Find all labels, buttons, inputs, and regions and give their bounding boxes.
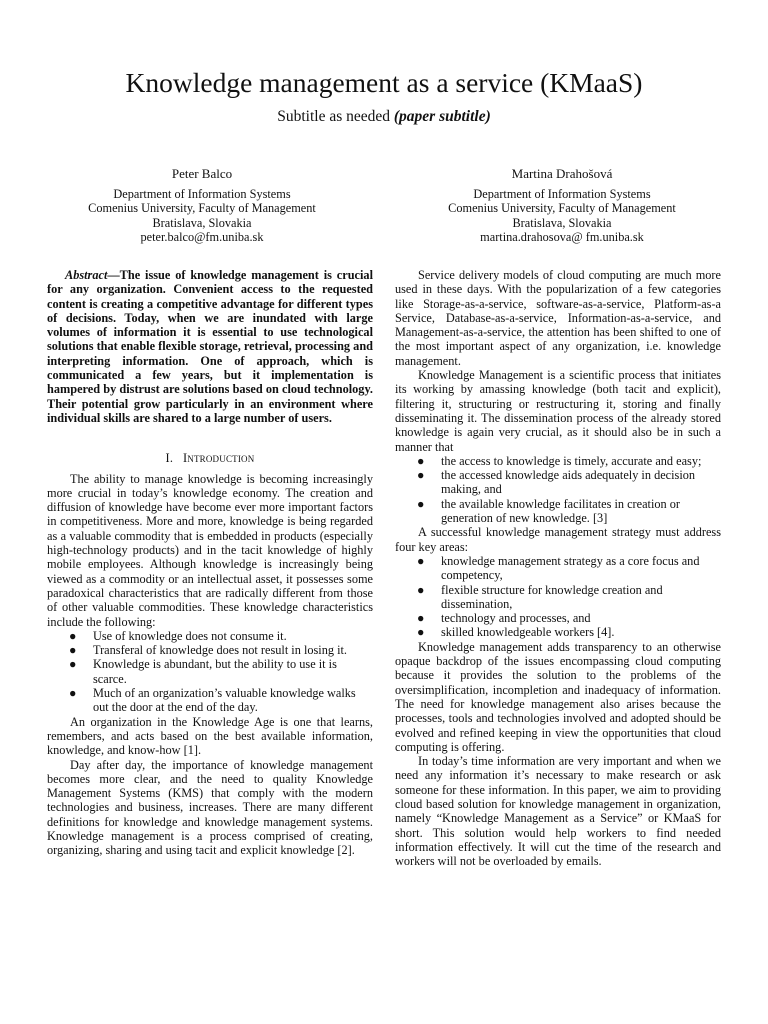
bullet-icon: ● — [69, 657, 77, 672]
list-item — [395, 454, 721, 468]
author-department: Department of Information Systems — [473, 187, 651, 202]
paragraph: Service delivery models of cloud computing are much more used in these days. With the popularization of a few categories like Storage-as-a-service, software-as-a-service, Platform-as-a Service, Database-as-a-service, Information-as-a-service, and Management-as-a-service, the attention has been shifted to one of the most important aspect of any organization, i.e. knowledge management. — [395, 268, 721, 368]
list-item-text: the available knowledge facilitates in creation or generation of new knowledge. [3] — [441, 496, 681, 526]
bullet-list — [395, 554, 721, 640]
list-item-text: Much of an organization’s valuable knowledge walks out the door at the end of the day. — [93, 686, 356, 715]
left-column — [47, 268, 373, 858]
subtitle-text: Subtitle as needed — [277, 108, 394, 125]
section-number: I. — [165, 451, 174, 466]
list-item — [47, 643, 373, 657]
author-city: Bratislava, Slovakia — [152, 215, 252, 230]
author-block-2 — [412, 167, 712, 244]
bullet-icon: ● — [69, 643, 77, 658]
paper-subtitle — [0, 107, 768, 127]
list-item — [395, 554, 721, 583]
bullet-list — [395, 454, 721, 525]
bullet-icon: ● — [417, 453, 425, 468]
list-item — [395, 468, 721, 497]
author-email: peter.balco@fm.uniba.sk — [140, 229, 264, 244]
list-item — [47, 629, 373, 643]
author-city: Bratislava, Slovakia — [512, 215, 612, 230]
paragraph: In today’s time information are very important and when we need any information it’s necessary to make research or ask someone for these information. In this paper, we aim to providing cloud based solution for knowledge management in organization, namely “Knowledge Management as a Service” or KMaaS for short. This solution would help workers to find needed information effectively. It will cut the time of the research and workers will not be overloaded by emails. — [395, 754, 721, 869]
paragraph: Day after day, the importance of knowledge management becomes more clear, and the need to quality Knowledge Management Systems (KMS) that comply with the modern technologies and business, increases. There are many different definitions for knowledge and knowledge management systems. Knowledge management is a process comprised of creating, organizing, sharing and using tacit and explicit knowledge [2]. — [47, 757, 373, 858]
bullet-icon: ● — [69, 628, 77, 643]
paragraph: Knowledge Management is a scientific process that initiates its working by amassing knowledge (both tacit and explicit), filtering it, structuring or restructuring it, storing and finally disseminating it. The dissemination process of the already stored knowledge is again very crucial, as it should also be in such a manner that — [395, 368, 721, 454]
list-item-text: the access to knowledge is timely, accurate and easy; — [441, 453, 702, 468]
section-heading-introduction — [47, 451, 373, 465]
list-item-text: Transferal of knowledge does not result in losing it. — [93, 643, 347, 658]
paragraph: Knowledge management adds transparency to an otherwise opaque backdrop of the issues encompassing cloud computing because it provides the solution to the problems of the oversimplification, incompletion and inadequacy of information. The need for knowledge management also arises because the processes, tools and technologies involved and adopted should be evolved and refined keeping in view the opportunities that cloud computing is offering. — [395, 639, 721, 754]
list-item-text: flexible structure for knowledge creation and dissemination, — [441, 582, 663, 611]
bullet-icon: ● — [417, 496, 425, 511]
right-column — [395, 268, 721, 868]
list-item — [47, 686, 373, 715]
subtitle-emphasis: (paper subtitle) — [393, 108, 491, 125]
bullet-icon: ● — [417, 582, 425, 597]
list-item — [395, 625, 721, 639]
abstract — [47, 268, 373, 425]
paragraph: The ability to manage knowledge is becoming increasingly more crucial in today’s knowledge economy. The creation and diffusion of knowledge have become ever more important factors in competitiveness. More and more, knowledge is being regarded as a valuable commodity that is embedded in products (especially high-technology products) and in the tacit knowledge of highly mobile employees. Although knowledge is increasingly being viewed as a commodity or an intellectual asset, it possesses some paradoxical characteristics that are radically different from those of other valuable commodities. These knowledge characteristics include the following: — [47, 471, 373, 629]
section-title: Introduction — [182, 451, 255, 466]
bullet-icon: ● — [417, 625, 425, 640]
paragraph: An organization in the Knowledge Age is one that learns, remembers, and acts based on the best available information, knowledge, and know-how [1]. — [47, 714, 373, 758]
author-block-1 — [52, 167, 352, 244]
bullet-list — [47, 629, 373, 715]
paragraph: A successful knowledge management strategy must address four key areas: — [395, 525, 721, 554]
list-item — [395, 497, 721, 526]
list-item — [395, 583, 721, 612]
list-item-text: Knowledge is abundant, but the ability to use it is scarce. — [93, 657, 337, 686]
author-organization: Comenius University, Faculty of Management — [448, 201, 676, 216]
bullet-icon: ● — [417, 468, 425, 483]
list-item — [47, 657, 373, 686]
paper-title: Knowledge management as a service (KMaaS) — [125, 67, 643, 98]
list-item-text: technology and processes, and — [441, 611, 591, 626]
bullet-icon: ● — [69, 686, 77, 701]
author-organization: Comenius University, Faculty of Management — [88, 201, 316, 216]
list-item-text: knowledge management strategy as a core focus and competency, — [441, 553, 700, 583]
list-item-text: skilled knowledgeable workers [4]. — [441, 625, 615, 640]
abstract-label: Abstract — [65, 268, 108, 282]
list-item-text: Use of knowledge does not consume it. — [93, 628, 287, 643]
author-name: Martina Drahošová — [511, 166, 613, 181]
list-item-text: the accessed knowledge aids adequately in decision making, and — [441, 468, 696, 497]
bullet-icon: ● — [417, 611, 425, 626]
list-item — [395, 611, 721, 625]
bullet-icon: ● — [417, 553, 425, 568]
author-department: Department of Information Systems — [113, 187, 291, 202]
author-email: martina.drahosova@ fm.uniba.sk — [480, 229, 644, 244]
author-name: Peter Balco — [171, 166, 233, 181]
abstract-text: —The issue of knowledge management is crucial for any organization. Convenient access to the requested content is creating a competitive advantage for different types of decisions. Today, when we are inundated with large volumes of information it is essential to use technological solutions that enable flexible storage, retrieval, processing and interpreting information. One of approach, which is communicated a few years, but it implementation is hampered by distrust are solutions based on cloud technology. Their potential grow particularly in an environment where individual skills are shared to a large number of users. — [47, 268, 373, 425]
